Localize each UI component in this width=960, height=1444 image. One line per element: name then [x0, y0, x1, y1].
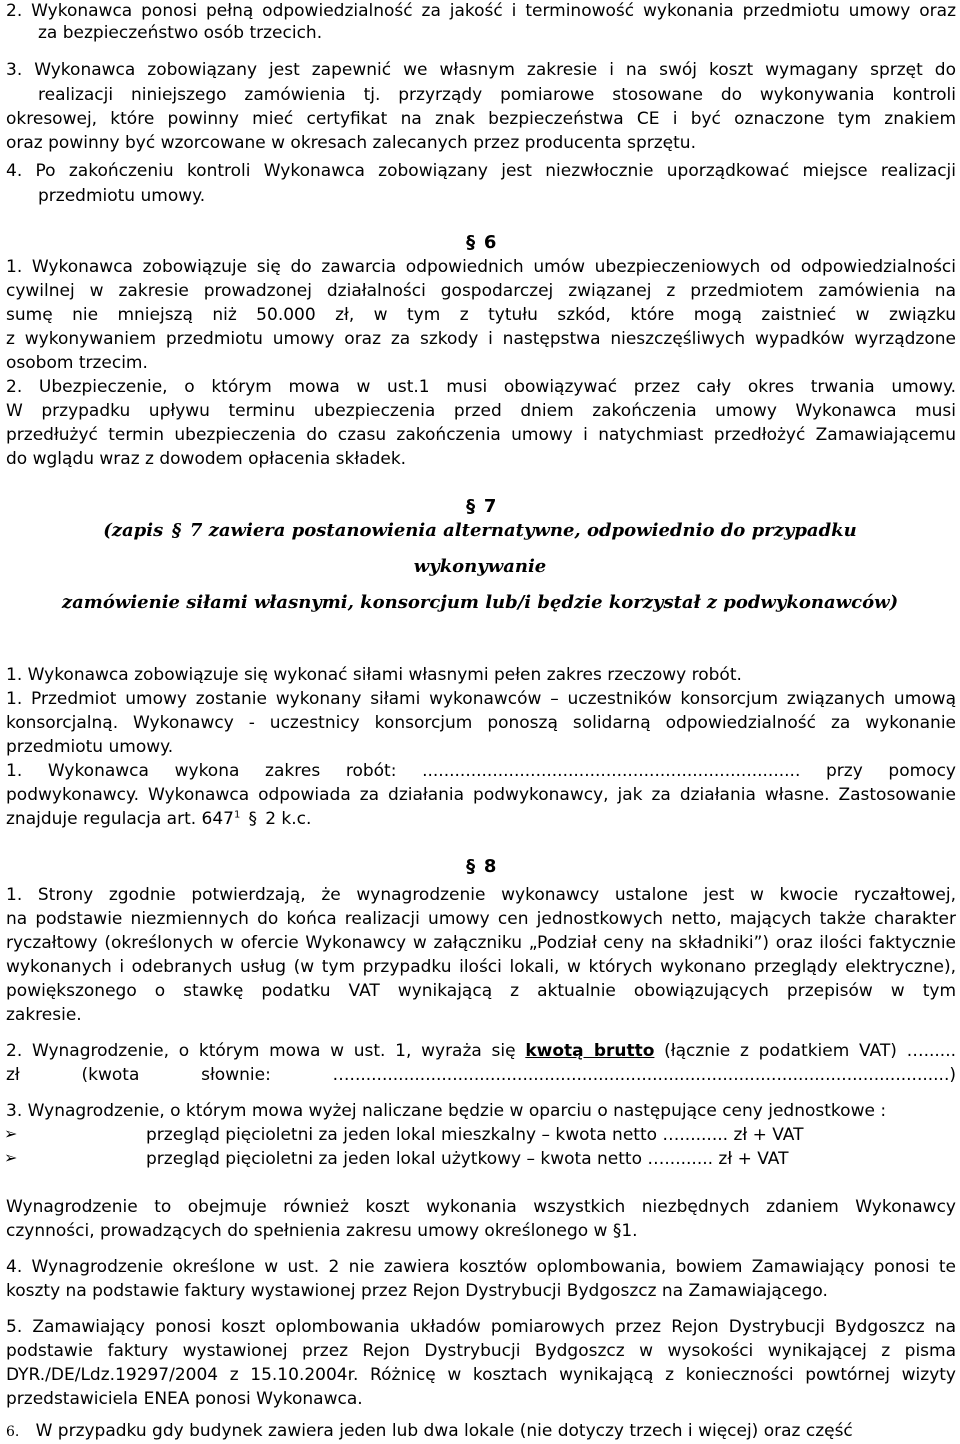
text-line: czynności, prowadzących do spełnienia zakresu umowy określonego w §1.: [6, 1221, 638, 1241]
text-line: DYR./DE/Ldz.19297/2004 z 15.10.2004r. Różnicę w kosztach wynikającą z konieczności powtórnej wizyty: [6, 1365, 956, 1385]
text-line: z wykonywaniem przedmiotu umowy oraz za szkody i następstwa nieszczęśliwych wypadków wyrządzone: [6, 329, 956, 349]
text-line: 1. Przedmiot umowy zostanie wykonany siłami wykonawców – uczestników konsorcjum związanych umową: [6, 689, 956, 709]
text-line: na podstawie niezmiennych do końca realizacji umowy cen jednostkowych netto, mających także charakter: [6, 909, 956, 929]
text-line: wykonanych i odebranych usług (w tym przypadku ilości lokali, w których wykonano przeglądy elektryczne),: [6, 957, 956, 977]
text-line: realizacji niniejszego zamówienia tj. przyrządy pomiarowe stosowane do wykonywania kontroli: [38, 85, 956, 105]
text-line: 1. Strony zgodnie potwierdzają, że wynagrodzenie wykonawcy ustalone jest w kwocie ryczałtowej,: [6, 885, 956, 905]
arrow-bullet-icon: ➢: [4, 1148, 18, 1167]
text-line: 5. Zamawiający ponosi koszt oplombowania układów pomiarowych przez Rejon Dystrybucji Bydgoszcz na: [6, 1317, 956, 1337]
text-line: cywilnej w zakresie prowadzonej działalności gospodarczej związanej z przedmiotem zamówienia na: [6, 281, 956, 301]
text-line: przedłużyć termin ubezpieczenia do czasu zakończenia umowy i natychmiast przedłożyć Zamawiającemu: [6, 425, 956, 445]
text-line: osobom trzecim.: [6, 353, 148, 373]
section-note: (zapis § 7 zawiera postanowienia alternatywne, odpowiednio do przypadku: [103, 520, 857, 541]
text-line: ryczałtowy (określonych w ofercie Wykonawcy w załączniku „Podział ceny na składniki”) oraz ilości faktycznie: [6, 933, 956, 953]
text-line: okresowej, które powinny mieć certyfikat na znak bezpieczeństwa CE i być oznaczone tym znakiem: [6, 109, 956, 129]
text-line: podwykonawcy. Wykonawca odpowiada za działania podwykonawcy, jak za działania własne. Zastosowanie: [6, 785, 956, 805]
text-line: 3. Wynagrodzenie, o którym mowa wyżej naliczane będzie w oparciu o następujące ceny jednostkowe :: [6, 1101, 887, 1121]
text-line: 4. Po zakończeniu kontroli Wykonawca zobowiązany jest niezwłocznie uporządkować miejsce realizacji: [6, 161, 956, 181]
text-line: 2. Ubezpieczenie, o którym mowa w ust.1 musi obowiązywać przez cały okres trwania umowy.: [6, 377, 956, 397]
section-heading: § 7: [466, 496, 497, 517]
text-line: 1. Wykonawca zobowiązuje się wykonać siłami własnymi pełen zakres rzeczowy robót.: [6, 665, 742, 685]
text-line: znajduje regulacja art. $647^1$ § 2 k.c.: [6, 809, 312, 829]
section-heading: § 6: [466, 232, 497, 253]
text-line: Wynagrodzenie to obejmuje również koszt wykonania wszystkich niezbędnych zdaniem Wykonawcy: [6, 1197, 956, 1217]
list-item: przegląd pięcioletni za jeden lokal użytkowy – kwota netto …......... zł + VAT: [146, 1149, 789, 1169]
text-line: 2. Wynagrodzenie, o którym mowa w ust. 1, wyraża się kwotą brutto (łącznie z podatkiem VAT) …......: [6, 1041, 957, 1061]
section-note: zamówienie siłami własnymi, konsorcjum lub/i będzie korzystał z podwykonawców): [61, 592, 899, 613]
list-item: przegląd pięcioletni za jeden lokal mieszkalny – kwota netto …......... zł + VAT: [146, 1125, 804, 1145]
arrow-bullet-icon: ➢: [4, 1124, 18, 1143]
section-note: wykonywanie: [413, 556, 547, 577]
text-line: 4. Wynagrodzenie określone w ust. 2 nie zawiera kosztów oplombowania, bowiem Zamawiający ponosi te: [6, 1257, 956, 1277]
section-heading: § 8: [466, 856, 497, 877]
text-line: zakresie.: [6, 1005, 82, 1025]
text-line: powiększonego o stawkę podatku VAT wynikającą z aktualnie obowiązujących przepisów w tym: [6, 981, 956, 1001]
text-line: koszty na podstawie faktury wystawionej przez Rejon Dystrybucji Bydgoszcz na Zamawiającego.: [6, 1281, 828, 1301]
text-line: za bezpieczeństwo osób trzecich.: [38, 23, 323, 43]
text-line: konsorcjalną. Wykonawcy - uczestnicy konsorcjum ponoszą solidarną odpowiedzialność za wykonanie: [6, 713, 956, 733]
text-line: 1. Wykonawca zobowiązuje się do zawarcia odpowiednich umów ubezpieczeniowych od odpowiedzialności: [6, 257, 956, 277]
text-line: W przypadku upływu terminu ubezpieczenia przed dniem zakończenia umowy Wykonawca musi: [6, 401, 956, 421]
text-line: podstawie faktury wystawionej przez Rejon Dystrybucji Bydgoszcz w wysokości wynikającej z pisma: [6, 1341, 956, 1361]
text-line: oraz powinny być wzorcowane w okresach zalecanych przez producenta sprzętu.: [6, 133, 696, 153]
text-line: 3. Wykonawca zobowiązany jest zapewnić we własnym zakresie i na swój koszt wymagany sprzęt do: [6, 60, 956, 80]
text-line: 6. W przypadku gdy budynek zawiera jeden lub dwa lokale (nie dotyczy trzech i więcej) oraz część: [6, 1421, 853, 1441]
text-line: 1. Wykonawca wykona zakres robót: ...................................................................... przy pomocy: [6, 761, 956, 781]
text-line: sumę nie mniejszą niż 50.000 zł, w tym z tytułu szkód, które mogą zaistnieć w związku: [6, 305, 956, 325]
text-line: 2. Wykonawca ponosi pełną odpowiedzialność za jakość i terminowość wykonania przedmiotu umowy oraz: [6, 1, 956, 21]
text-line: zł (kwota słownie: …...............................................................................................................): [6, 1065, 956, 1085]
text-line: do wglądu wraz z dowodem opłacenia składek.: [6, 449, 407, 469]
text-line: przedmiotu umowy.: [6, 737, 174, 757]
text-line: przedmiotu umowy.: [38, 186, 206, 206]
text-line: przedstawiciela ENEA ponosi Wykonawca.: [6, 1389, 363, 1409]
